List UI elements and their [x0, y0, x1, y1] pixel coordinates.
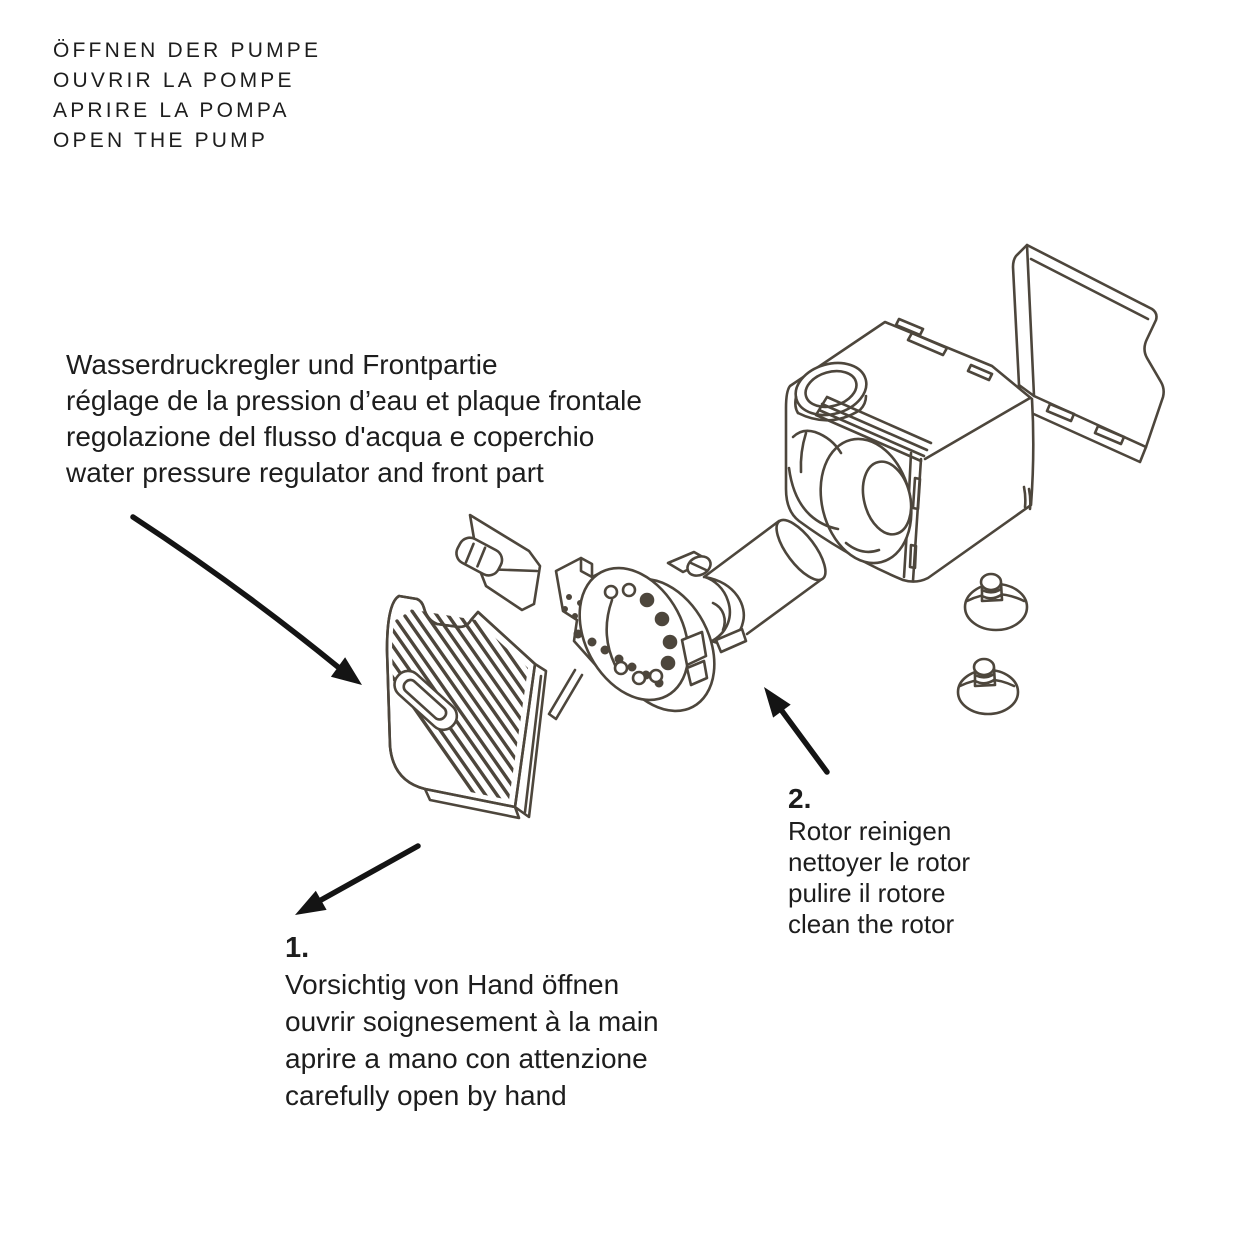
heading-line: OUVRIR LA POMPE — [53, 69, 295, 92]
step-line: nettoyer le rotor — [788, 847, 971, 877]
step-2-label — [788, 782, 970, 940]
callout-line: water pressure regulator and front part — [66, 457, 544, 488]
step-line: aprire a mano con attenzione — [285, 1043, 648, 1074]
pressure-regulator-slider-drawing — [453, 515, 540, 610]
step-line: ouvrir soignesement à la main — [285, 1006, 659, 1037]
step-line: Vorsichtig von Hand öffnen — [285, 969, 620, 1000]
step-1-label — [285, 930, 659, 1114]
callout-arrow — [133, 517, 362, 685]
rear-mounting-plate-drawing — [1013, 245, 1164, 462]
step2-arrow — [764, 687, 827, 772]
step1-arrow — [295, 846, 418, 915]
suction-cup-b-drawing — [958, 659, 1018, 714]
step-line: carefully open by hand — [285, 1080, 567, 1111]
step-line: Rotor reinigen — [788, 816, 952, 846]
heading-line: OPEN THE PUMP — [53, 129, 269, 152]
callout-line: réglage de la pression d’eau et plaque frontale — [66, 385, 642, 416]
heading-line: APRIRE LA POMPA — [53, 99, 290, 122]
suction-cup-a-drawing — [965, 574, 1027, 630]
callout-line: regolazione del flusso d'acqua e coperchio — [66, 421, 595, 452]
pump-housing-drawing — [786, 319, 1033, 582]
step-line: pulire il rotore — [788, 878, 946, 908]
step-line: clean the rotor — [788, 909, 955, 939]
step-number: 1. — [285, 932, 310, 964]
step-number: 2. — [788, 783, 812, 814]
heading-line: ÖFFNEN DER PUMPE — [53, 39, 322, 62]
callout-line: Wasserdruckregler und Frontpartie — [66, 349, 498, 380]
